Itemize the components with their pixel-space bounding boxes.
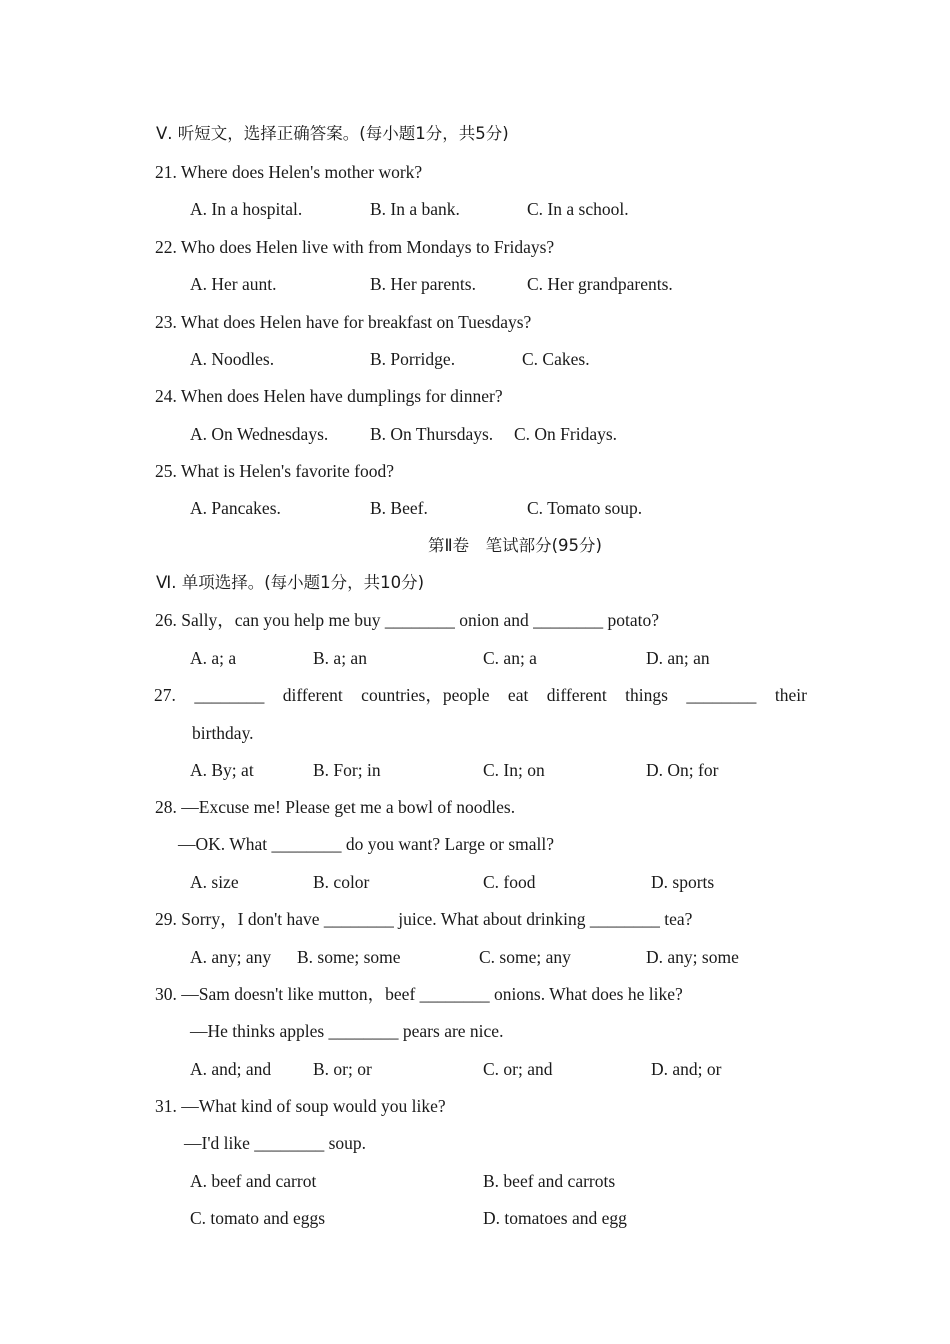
question-31-stem: 31. —What kind of soup would you like? (155, 1096, 446, 1116)
question-29-stem: 29. Sorry，I don't have ________ juice. What about drinking ________ tea? (155, 909, 693, 929)
question-27-option-b: B. For; in (313, 760, 381, 780)
question-24-option-c: C. On Fridays. (514, 424, 618, 444)
question-22-option-c: C. Her grandparents. (527, 274, 673, 294)
question-31-option-d: D. tomatoes and egg (483, 1208, 627, 1228)
question-25-option-b: B. Beef. (370, 498, 428, 518)
question-29-option-c: C. some; any (479, 947, 571, 967)
question-29-option-a: A. any; any (190, 947, 272, 967)
question-25-option-a: A. Pancakes. (190, 498, 281, 518)
question-23-stem: 23. What does Helen have for breakfast on Tuesdays? (155, 312, 532, 332)
question-28-stem: 28. —Excuse me! Please get me a bowl of noodles. (155, 797, 516, 817)
question-23-option-a: A. Noodles. (190, 349, 275, 369)
question-25-option-c: C. Tomato soup. (527, 498, 643, 518)
section-6-title: Ⅵ. 单项选择。(每小题1分，共10分) (156, 573, 425, 592)
part-2-title: 第Ⅱ卷 笔试部分(95分) (428, 536, 602, 555)
question-23-option-b: B. Porridge. (370, 349, 456, 369)
question-28-option-a: A. size (190, 872, 239, 892)
question-27-blank: ________ (686, 685, 757, 705)
question-26-option-a: A. a; a (190, 648, 237, 668)
question-30-option-a: A. and; and (190, 1059, 272, 1079)
question-21-option-a: A. In a hospital. (190, 199, 303, 219)
question-31-line-2: —I'd like ________ soup. (184, 1133, 367, 1153)
question-30-option-b: B. or; or (313, 1059, 372, 1079)
question-31-option-a: A. beef and carrot (190, 1171, 317, 1191)
question-27-blank: ________ (194, 685, 265, 705)
question-31-option-b: B. beef and carrots (483, 1171, 616, 1191)
question-22-option-a: A. Her aunt. (190, 274, 277, 294)
question-27-option-a: A. By; at (190, 760, 254, 780)
question-26-option-d: D. an; an (646, 648, 710, 668)
question-21-option-c: C. In a school. (527, 199, 629, 219)
question-27-word: 27. (154, 685, 176, 705)
question-28-line-2: —OK. What ________ do you want? Large or small? (178, 834, 555, 854)
question-22-option-b: B. Her parents. (370, 274, 476, 294)
question-27-word: different (546, 685, 607, 705)
question-29-option-b: B. some; some (297, 947, 401, 967)
question-26-stem: 26. Sally，can you help me buy ________ onion and ________ potato? (155, 610, 660, 630)
question-30-option-c: C. or; and (483, 1059, 553, 1079)
section-5-title: Ⅴ. 听短文，选择正确答案。(每小题1分，共5分) (156, 124, 509, 143)
question-28-option-c: C. food (483, 872, 536, 892)
question-30-stem: 30. —Sam doesn't like mutton，beef ________ onions. What does he like? (155, 984, 683, 1004)
question-27-option-c: C. In; on (483, 760, 545, 780)
question-26-option-c: C. an; a (483, 648, 537, 668)
question-27-word: things (625, 685, 668, 705)
question-21-option-b: B. In a bank. (370, 199, 460, 219)
question-31-option-c: C. tomato and eggs (190, 1208, 326, 1228)
question-27-word: countries，people (361, 685, 490, 705)
question-29-option-d: D. any; some (646, 947, 739, 967)
question-23-option-c: C. Cakes. (522, 349, 590, 369)
question-28-option-b: B. color (313, 872, 370, 892)
question-22-stem: 22. Who does Helen live with from Mondays to Fridays? (155, 237, 555, 257)
question-27-continuation: birthday. (192, 723, 254, 743)
question-28-option-d: D. sports (651, 872, 715, 892)
question-21-stem: 21. Where does Helen's mother work? (155, 162, 423, 182)
question-24-stem: 24. When does Helen have dumplings for dinner? (155, 386, 503, 406)
question-30-line-2: —He thinks apples ________ pears are nice. (190, 1021, 504, 1041)
question-27-option-d: D. On; for (646, 760, 719, 780)
question-30-option-d: D. and; or (651, 1059, 722, 1079)
question-27-word: different (282, 685, 343, 705)
question-27-word: eat (507, 685, 529, 705)
question-25-stem: 25. What is Helen's favorite food? (155, 461, 395, 481)
question-26-option-b: B. a; an (313, 648, 367, 668)
question-24-option-b: B. On Thursdays. (370, 424, 494, 444)
question-27-stem (154, 684, 807, 706)
question-27-word: their (774, 685, 807, 705)
question-24-option-a: A. On Wednesdays. (190, 424, 329, 444)
